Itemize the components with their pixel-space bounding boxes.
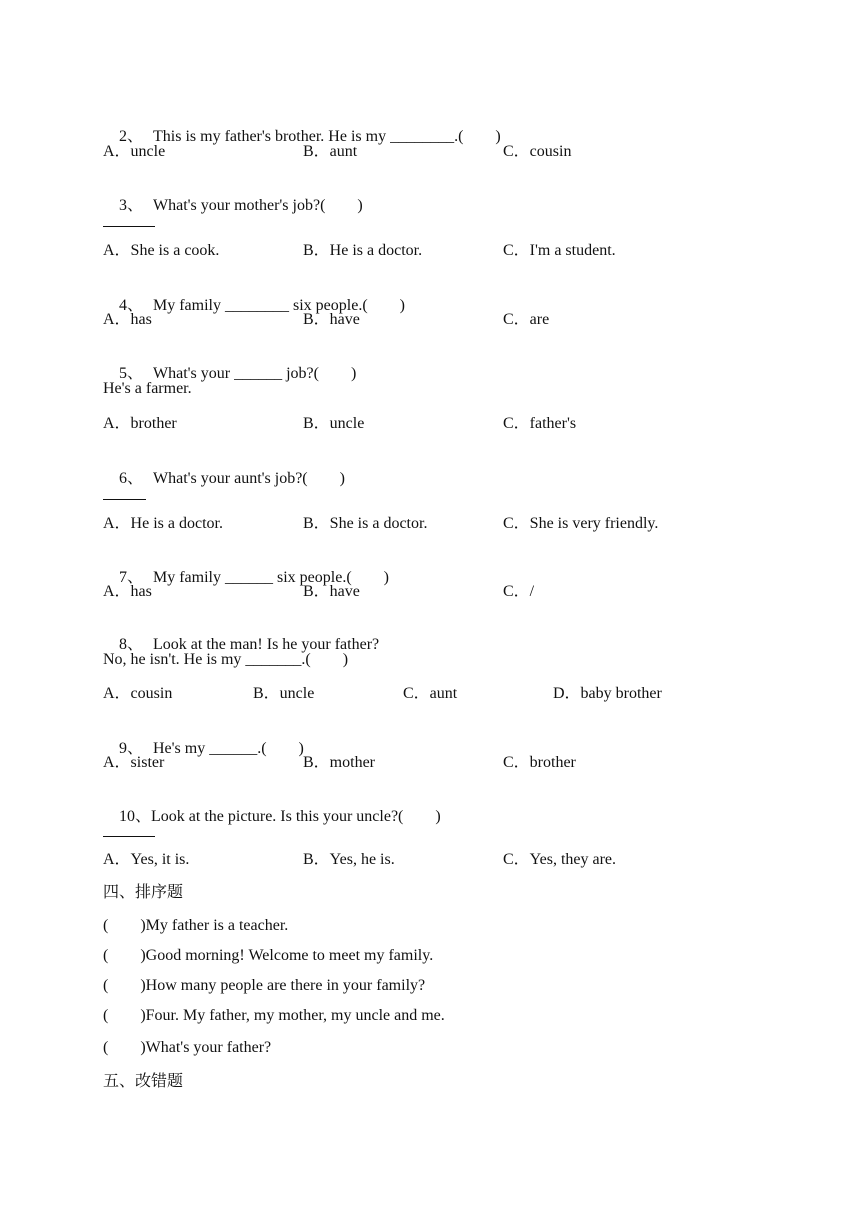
question-number: 8、 [119,636,144,653]
answer-blank-line [103,499,146,500]
question-3 [103,176,363,236]
question-6 [103,449,345,509]
option-c: C．Yes, they are. [503,851,617,868]
question-number: 6、 [119,470,144,487]
option-c: C．cousin [503,143,572,160]
option-c: C．brother [503,754,576,771]
question-stem: He's my ______.( ) [153,740,304,757]
option-a: A．Yes, it is. [103,851,190,868]
option-d: D．baby brother [553,685,662,702]
answer-blank-line [103,836,155,837]
question-number: 4、 [119,297,144,314]
option-a: A．She is a cook. [103,242,220,259]
option-a: A．brother [103,415,177,432]
option-c: C．I'm a student. [503,242,616,259]
option-a: A．has [103,583,152,600]
option-c: C．aunt [403,685,458,702]
option-c: C．/ [503,583,535,600]
question-stem: What's your mother's job?( ) [153,197,363,214]
ordering-item: ( )How many people are there in your family? [103,977,426,994]
question-10 [103,787,441,847]
question-number: 9、 [119,740,144,757]
option-a: A．sister [103,754,165,771]
ordering-item: ( )My father is a teacher. [103,917,289,934]
option-b: B．He is a doctor. [303,242,423,259]
section-5-title: 五、改错题 [103,1073,184,1090]
question-number: 10、 [119,808,152,825]
question-stem: My family ______ six people.( ) [153,569,389,586]
option-b: B．uncle [303,415,365,432]
option-a: A．He is a doctor. [103,515,223,532]
answer-blank-line [103,226,155,227]
question-stem: What's your ______ job?( ) [153,365,357,382]
question-number: 3、 [119,197,144,214]
ordering-item: ( )Good morning! Welcome to meet my family. [103,947,434,964]
question-stem: Look at the picture. Is this your uncle?( ) [151,808,441,825]
question-8-answer-line: No, he isn't. He is my _______.( ) [103,651,349,668]
question-stem: Look at the man! Is he your father? [153,636,380,653]
question-stem: What's your aunt's job?( ) [153,470,345,487]
option-b: B．have [303,583,360,600]
option-b: B．She is a doctor. [303,515,428,532]
option-b: B．mother [303,754,375,771]
option-b: B．aunt [303,143,358,160]
question-stem: My family ________ six people.( ) [153,297,405,314]
option-a: A．cousin [103,685,173,702]
option-b: B．uncle [253,685,315,702]
section-4-title: 四、排序题 [103,884,184,901]
question-number: 2、 [119,128,144,145]
question-stem: This is my father's brother. He is my ________.( ) [153,128,501,145]
option-c: C．father's [503,415,577,432]
ordering-item: ( )Four. My father, my mother, my uncle and me. [103,1007,445,1024]
question-number: 7、 [119,569,144,586]
option-b: B．Yes, he is. [303,851,395,868]
option-b: B．have [303,311,360,328]
question-5-answer-line: He's a farmer. [103,380,192,397]
question-number: 5、 [119,365,144,382]
option-c: C．She is very friendly. [503,515,659,532]
option-a: A．has [103,311,152,328]
option-a: A．uncle [103,143,166,160]
ordering-item: ( )What's your father? [103,1039,272,1056]
option-c: C．are [503,311,550,328]
